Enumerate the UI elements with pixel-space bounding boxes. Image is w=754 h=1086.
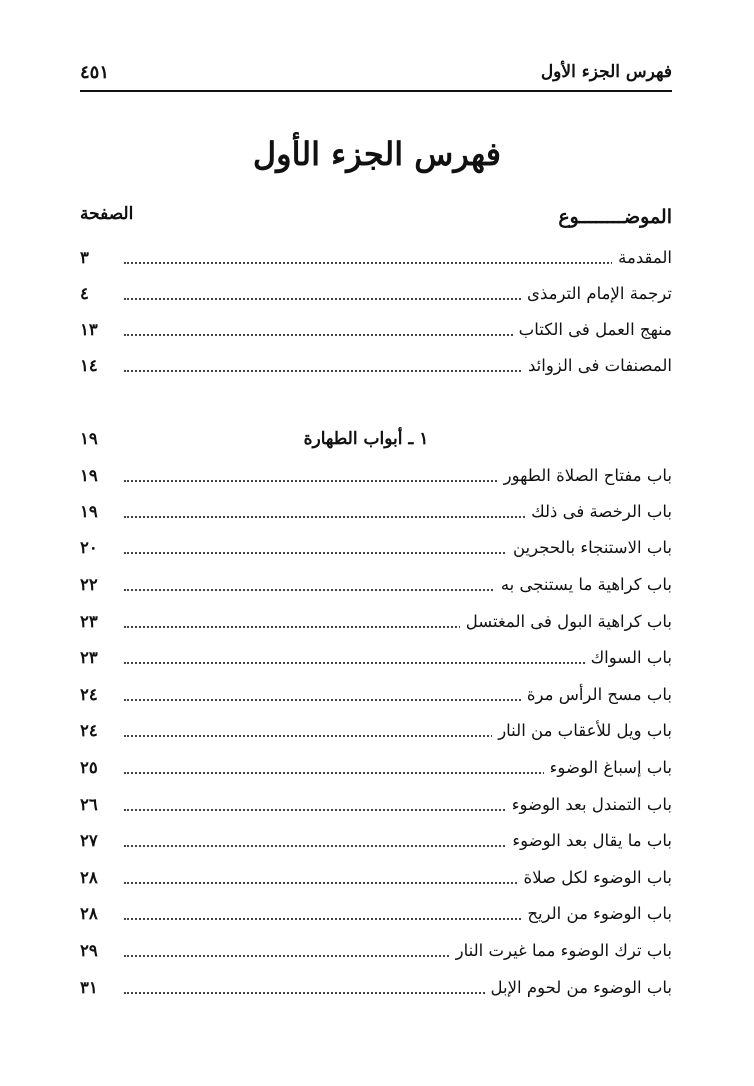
toc-entry-page: ٣١	[80, 978, 98, 997]
toc-entry-title: ترجمة الإمام الترمذى	[521, 284, 672, 303]
toc-entry-title: باب كراهية البول فى المغتسل	[460, 612, 672, 631]
toc-entry-page: ١٣	[80, 320, 98, 339]
toc-entry-page: ٢٣	[80, 648, 98, 667]
toc-entry-title: باب الرخصة فى ذلك	[525, 502, 672, 521]
page-column-header: الصفحة	[80, 204, 134, 224]
toc-entry-page: ٢٤	[80, 685, 98, 704]
toc-entry-page: ٢٨	[80, 868, 98, 887]
toc-entry-page: ١٤	[80, 356, 98, 375]
page-number: ٤٥١	[80, 62, 110, 83]
toc-entry[interactable]	[80, 612, 672, 642]
toc-entry[interactable]	[80, 868, 672, 898]
toc-entry[interactable]	[80, 502, 672, 532]
toc-entry-page: ٢٤	[80, 721, 98, 740]
toc-entry-title: باب الوضوء لكل صلاة	[518, 868, 672, 887]
toc-entry-title: باب السواك	[585, 648, 672, 667]
toc-entry-title: باب الوضوء من لحوم الإبل	[485, 978, 672, 997]
toc-entry-page: ١٩	[80, 502, 98, 521]
toc-entry-page: ٢٥	[80, 758, 98, 777]
toc-entry[interactable]	[80, 248, 672, 278]
toc-entry[interactable]	[80, 466, 672, 496]
section-title: ١ ـ أبواب الطهارة	[303, 429, 429, 449]
table-of-contents	[80, 0, 672, 1086]
toc-entry[interactable]	[80, 356, 672, 386]
toc-entry-title: باب الاستنجاء بالحجرين	[507, 538, 672, 557]
toc-entry-page: ٢٠	[80, 538, 98, 557]
toc-entry-title: المقدمة	[612, 248, 672, 267]
toc-entry[interactable]	[80, 685, 672, 715]
toc-entry-title: باب ويل للأعقاب من النار	[492, 721, 672, 740]
toc-entry-title: باب التمندل بعد الوضوء	[506, 795, 672, 814]
section-heading[interactable]	[80, 429, 672, 459]
toc-entry-title: باب إسباغ الوضوء	[544, 758, 672, 777]
toc-entry-page: ٢٩	[80, 941, 98, 960]
page-title: فهرس الجزء الأول	[252, 135, 502, 173]
toc-entry[interactable]	[80, 320, 672, 350]
toc-entry-title: باب الوضوء من الريح	[521, 904, 672, 923]
toc-entry-page: ٢٣	[80, 612, 98, 631]
toc-entry-page: ٣	[80, 248, 89, 267]
toc-entry-page: ٢٢	[80, 575, 98, 594]
toc-entry[interactable]	[80, 648, 672, 678]
toc-entry[interactable]	[80, 795, 672, 825]
toc-entry[interactable]	[80, 904, 672, 934]
toc-entry-title: المصنفات فى الزوائد	[522, 356, 672, 375]
toc-entry-page: ٢٧	[80, 831, 98, 850]
toc-entry[interactable]	[80, 284, 672, 314]
toc-entry-title: باب كراهية ما يستنجى به	[495, 575, 672, 594]
toc-entry-title: باب مسح الرأس مرة	[521, 685, 672, 704]
running-title: فهرس الجزء الأول	[540, 62, 672, 82]
section-page: ١٩	[80, 429, 98, 448]
toc-entry-title: باب ترك الوضوء مما غيرت النار	[450, 941, 672, 960]
toc-entry-page: ٢٦	[80, 795, 98, 814]
toc-entry-title: باب ما يقال بعد الوضوء	[506, 831, 672, 850]
toc-entry[interactable]	[80, 758, 672, 788]
dot-leader	[124, 262, 672, 264]
toc-entry[interactable]	[80, 978, 672, 1008]
toc-entry[interactable]	[80, 831, 672, 861]
topic-column-header: الموضــــــــوع	[558, 206, 672, 228]
toc-entry-page: ١٩	[80, 466, 98, 485]
toc-entry-page: ٢٨	[80, 904, 98, 923]
toc-entry[interactable]	[80, 575, 672, 605]
toc-entry[interactable]	[80, 538, 672, 568]
toc-entry-title: منهج العمل فى الكتاب	[513, 320, 672, 339]
toc-entry-title: باب مفتاح الصلاة الطهور	[498, 466, 672, 485]
toc-entry-page: ٤	[80, 284, 89, 303]
toc-entry[interactable]	[80, 721, 672, 751]
toc-entry[interactable]	[80, 941, 672, 971]
